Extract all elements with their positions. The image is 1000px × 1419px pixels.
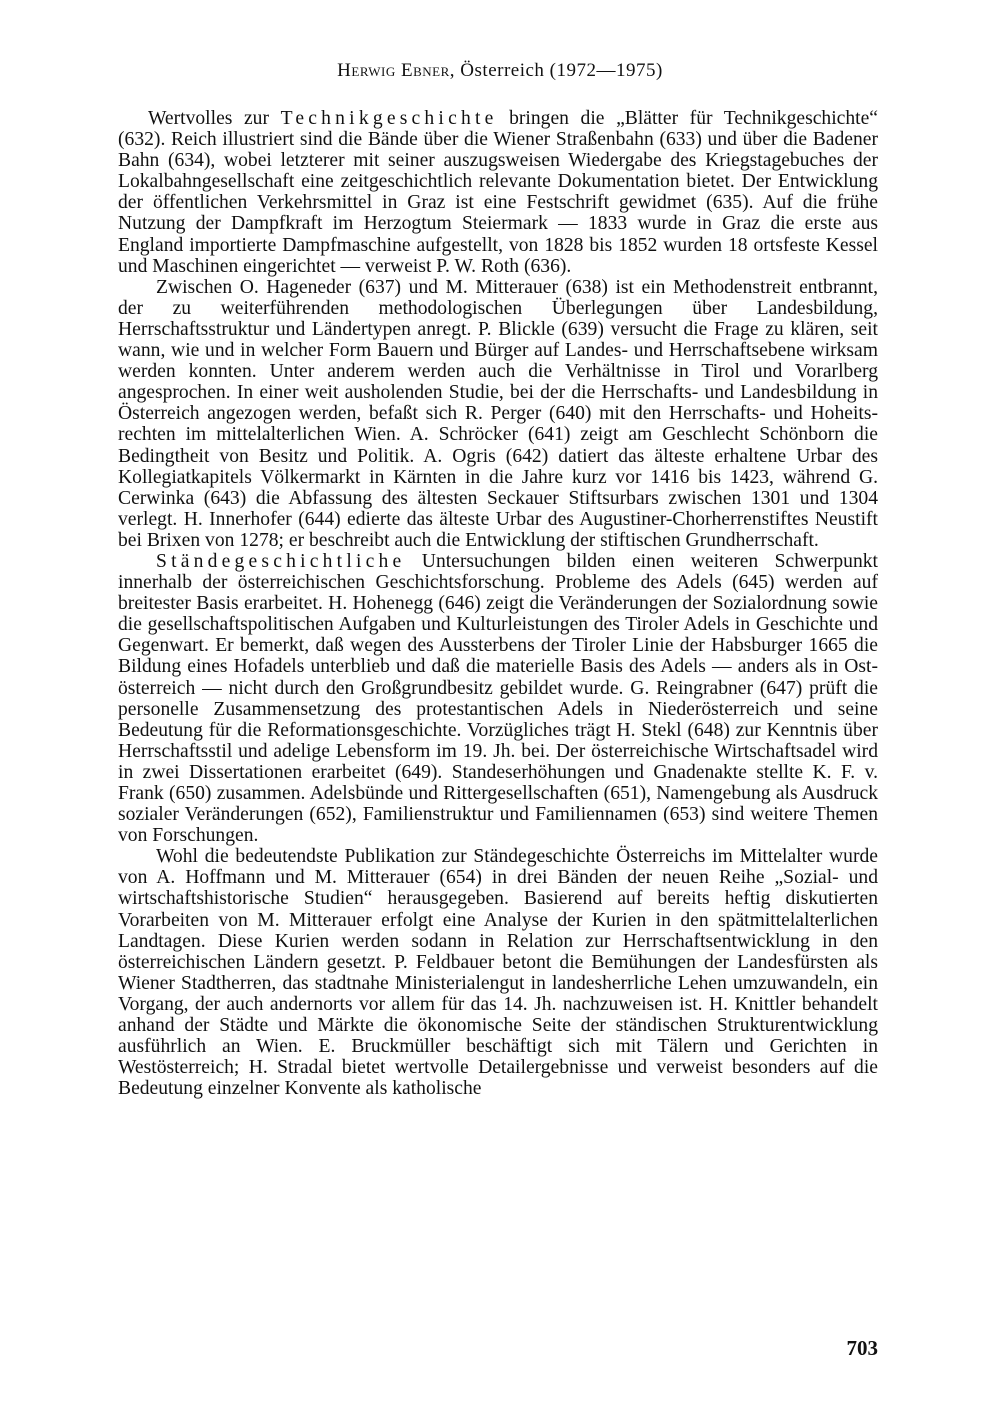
running-head-title: , Österreich (1972—1975) [449,60,663,81]
body-text [118,108,878,1099]
paragraph-1 [118,108,878,277]
paragraph-1-text: bringen die „Blätter für Technikgeschichte“ (632). Reich illustriert sind die Bände über die Wiener Straßenbahn (633) und über die Badener Bahn (634), wobei letzterer mit seiner auszugsweisen Wiedergabe des Kriegstagebuches der Lokalbahngesellschaft eine zeitgeschichtlich relevante Dokumentation bietet. Der Entwicklung der öffentlichen Verkehrsmittel in Graz ist eine Festschrift gewidmet (635). Auf die frühe Nutzung der Dampfkraft im Herzogtum Steiermark — 1833 wurde in Graz die erste aus England importierte Dampfmaschine aufgestellt, von 1828 bis 1852 wurden 18 ortsfeste Kessel und Maschinen eingerichtet — verweist P. W. Roth (636). [118,108,878,277]
paragraph-2-text: Zwischen O. Hageneder (637) und M. Mitterauer (638) ist ein Methodenstreit entbrannt, der zu weiterführenden methodologischen Überlegungen über Landesbildung, Herrschaftsstruktur und Ländertypen anregt. P. Blickle (639) versucht die Frage zu klären, seit wann, wie und in welcher Form Bauern und Bürger auf Landes- und Herrschaftsebene wirksam werden konnten. Unter anderem werden auch die Verhältnisse in Tirol und Vorarlberg angesprochen. In einer weit ausholenden Studie, bei der die Herrschafts- und Landesbildung in Österreich angezogen werden, befaßt sich R. Perger (640) mit den Herrschafts- und Hoheitsrechten im mittelalterlichen Wien. A. Schröcker (641) zeigt am Geschlecht Schönborn die Bedingtheit von Besitz und Politik. A. Ogris (642) datiert das älteste erhaltene Urbar des Kollegiatkapitels Völkermarkt in Kärnten in die Jahre kurz vor 1416 bis 1423, während G. Cerwinka (643) die Abfassung des ältesten Seckauer Stiftsurbars zwischen 1301 und 1304 verlegt. H. Innerhofer (644) edierte das älteste Urbar des Augustiner-Chorherrenstiftes Neustift bei Brixen von 1278; er beschreibt auch die Entwicklung der stiftischen Grundherrschaft. [118,276,878,551]
paragraph-2 [118,277,878,551]
paragraph-4-text: Wohl die bedeutendste Publikation zur Ständegeschichte Österreichs im Mittelalter wurde von A. Hoffmann und M. Mitterauer (654) in drei Bänden der neuen Reihe „Sozial- und wirtschaftshistorische Studien“ herausgegeben. Basierend auf bereits heftig diskutierten Vorarbeiten von M. Mitterauer erfolgt eine Analyse der Kurien in den spätmittelalterlichen Landtagen. Diese Kurien werden sodann in Relation zur Herrschaftsentwicklung in den österreichischen Ländern gesetzt. P. Feldbauer betont die Bemühungen der Landesfürsten als Wiener Stadtherren, das stadtnahe Ministerialengut in landesherrliche Lehen umzuwandeln, ein Vorgang, der auch andernorts vor allem für das 14. Jh. nachzuweisen ist. H. Knittler behandelt anhand der Städte und Märkte die ökonomische Seite der ständischen Strukturentwicklung ausführlich an Wien. E. Bruckmüller beschäftigt sich mit Tälern und Gerichten in Westösterreich; H. Stradal bietet wertvolle Detailergebnisse und verweist besonders auf die Bedeutung einzelner Konvente als katholische [118,846,878,1100]
paragraph-1-emphasis: Technikgeschichte [280,108,498,129]
page-number: 703 [846,1336,878,1360]
paragraph-1-lead: Wertvolles zur [148,108,281,129]
paragraph-4 [118,846,878,1099]
paragraph-3 [118,551,878,846]
paragraph-3-emphasis: Ständegeschichtliche [156,550,406,572]
running-head-author: Herwig Ebner [337,60,450,81]
running-head [0,60,1000,82]
paragraph-3-text: Untersuchungen bilden einen weiteren Schwerpunkt innerhalb der österreichischen Geschichtsforschung. Probleme des Adels (645) werden auf breitester Basis erarbeitet. H. Hohenegg (646) zeigt die Veränderungen der Sozialordnung sowie die gesellschaftspolitischen Aufgaben und Kulturleistungen des Tiroler Adels in Geschichte und Gegenwart. Er bemerkt, daß wegen des Aussterbens der Tiroler Linie der Habsburger 1665 die Bildung eines Hofadels unterblieb und daß die materielle Basis des Adels — anders als in Ostösterreich — nicht durch den Großgrundbesitz gebildet wurde. G. Reingrabner (647) prüft die personelle Zusammensetzung des protestantischen Adels in Niederösterreich und seine Bedeutung für die Reformationsgeschichte. Vorzügliches trägt H. Stekl (648) zur Kenntnis über Herrschaftsstil und adelige Lebensform im 19. Jh. bei. Der österreichische Wirtschaftsadel wird in zwei Dissertationen erarbeitet (649). Standeserhöhungen und Gnadenakte stellte K. F. v. Frank (650) zusammen. Adelsbünde und Rittergesellschaften (651), Namengebung als Ausdruck sozialer Veränderungen (652), Familienstruktur und Familiennamen (653) sind weitere Themen von Forschungen. [118,550,878,847]
